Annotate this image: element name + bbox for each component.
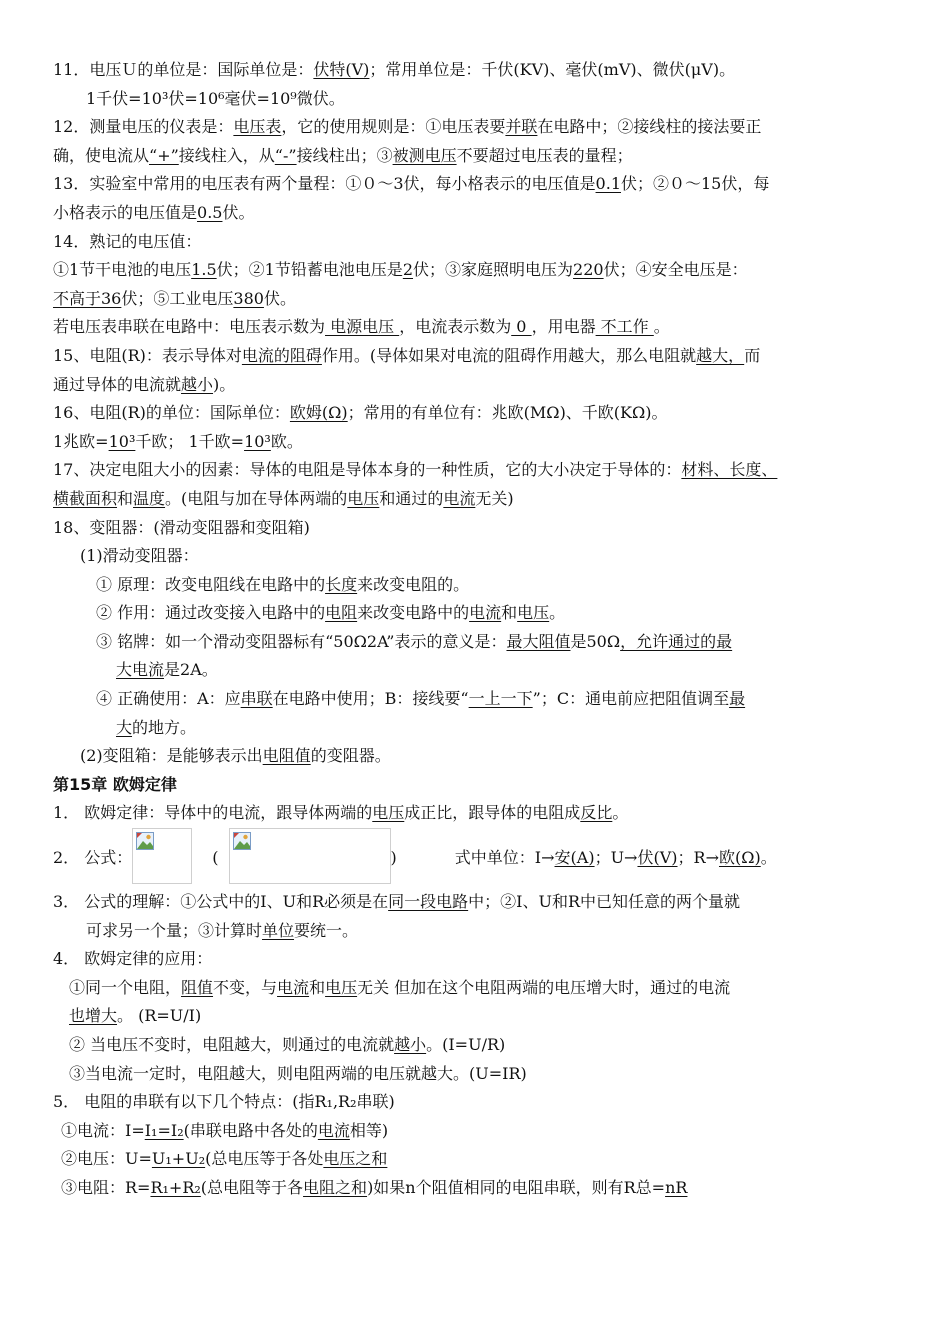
text-segment: 1． 欧姆定律：导体中的电流，跟导体两端的: [53, 803, 373, 823]
text-line: [0, 1031, 950, 1060]
unit-separator: ；R→: [677, 848, 719, 868]
text-line: [0, 1117, 950, 1146]
text-segment: 伏。: [263, 288, 296, 308]
unit-resistance: 欧(Ω): [718, 848, 761, 868]
text-segment: 和: [501, 603, 518, 623]
text-segment: (总电阻等于各: [200, 1177, 304, 1197]
underlined-answer: 0.1: [595, 174, 621, 194]
text-segment: 伏；②1节铅蓄电池电压是: [216, 260, 403, 280]
underlined-answer: R₁+R₂: [150, 1177, 201, 1197]
underlined-answer: 电阻值: [262, 746, 311, 766]
text-line: [0, 1060, 950, 1089]
text-segment: 11．电压Ｕ的单位是：国际单位是：: [53, 60, 314, 79]
underlined-answer: 也增大: [69, 1006, 118, 1026]
text-segment: 和: [309, 977, 326, 997]
text-segment: 16、电阻(R)的单位：国际单位：: [53, 403, 290, 423]
text-segment: ①电流：I=: [61, 1120, 145, 1140]
text-segment: 无关 但加在这个电阻两端的电压增大时，通过的电流: [357, 977, 731, 997]
text-line: [0, 1088, 950, 1117]
paren-open: (: [212, 848, 219, 868]
text-segment: 4． 欧姆定律的应用：: [53, 949, 213, 969]
underlined-answer: 伏特(V): [313, 60, 370, 79]
underlined-answer: 欧姆(Ω): [289, 403, 348, 423]
text-segment: 不变，与: [213, 977, 278, 997]
text-segment: ①1节干电池的电压: [53, 260, 192, 280]
text-segment: 的地方。: [132, 717, 197, 737]
text-segment: 是2A。: [164, 660, 218, 680]
text-line: [0, 828, 950, 888]
text-segment: 17、决定电阻大小的因素：导体的电阻是导体本身的一种性质，它的大小决定于导体的：: [53, 460, 682, 480]
text-segment: 。(I=U/R): [426, 1035, 506, 1054]
text-segment: ；常用的有单位有：兆欧(MΩ)、千欧(KΩ)。: [347, 403, 668, 423]
underlined-answer: 2: [402, 260, 414, 280]
text-line: [0, 599, 950, 628]
underlined-answer: 不高于36: [53, 288, 122, 308]
text-segment: 伏。: [222, 202, 255, 222]
text-line: [0, 456, 950, 485]
text-line: [0, 56, 950, 85]
text-segment: ② 当电压不变时，电阻越大，则通过的电流就: [69, 1035, 395, 1054]
text-segment: 1千伏=10³伏=10⁶毫伏=10⁹微伏。: [86, 88, 345, 108]
underlined-answer: 电流: [317, 1120, 350, 1140]
formula-image-placeholder: [132, 828, 192, 884]
chapter-heading: [0, 771, 950, 800]
text-segment: ② 作用：通过改变接入电路中的: [96, 603, 326, 623]
formula-image-placeholder: [229, 828, 391, 884]
text-segment: 伏；⑤工业电压: [121, 288, 234, 308]
underlined-answer: 电压之和: [323, 1149, 388, 1169]
text-line: [0, 399, 950, 428]
text-line: [0, 656, 950, 685]
underlined-answer: 电阻之和: [303, 1177, 368, 1197]
underlined-answer: 一上一下: [468, 689, 533, 709]
paren-close: ): [390, 848, 397, 868]
text-segment: 在电路中使用；B：接线要“: [272, 689, 469, 709]
underlined-answer: 长度: [325, 574, 358, 594]
text-line: [0, 685, 950, 714]
underlined-answer: “-”: [274, 145, 297, 165]
underlined-answer: nR: [665, 1177, 688, 1197]
text-segment: 欧。: [270, 431, 303, 451]
text-segment: 14．熟记的电压值：: [53, 231, 202, 251]
underlined-answer: 最大阻值: [506, 631, 571, 651]
text-segment: 。: [653, 317, 670, 337]
underlined-answer: 10³: [244, 431, 271, 451]
text-line: [0, 714, 950, 743]
text-segment: 来改变电路中的: [357, 603, 470, 623]
text-segment: 18、变阻器：(滑动变阻器和变阻箱): [53, 517, 310, 537]
underlined-answer: 横截面积: [53, 488, 118, 508]
text-segment: 的变阻器。: [310, 746, 391, 766]
underlined-answer: I₁=I₂: [144, 1120, 184, 1140]
text-segment: ”；C：通电前应把阻值调至: [532, 689, 730, 709]
text-segment: 伏；②０～15伏，每: [621, 174, 770, 194]
underlined-answer: 电压: [372, 803, 405, 823]
underlined-answer: 0: [511, 317, 532, 337]
underlined-answer: 温度: [133, 488, 166, 508]
text-segment: 是50Ω: [570, 631, 621, 651]
text-segment: 相等): [349, 1120, 389, 1140]
text-line: [0, 628, 950, 657]
underlined-answer: 越小: [181, 374, 214, 394]
text-segment: 来改变电阻的。: [357, 574, 470, 594]
underlined-answer: 0.5: [197, 202, 223, 222]
text-line: [0, 1174, 950, 1203]
underlined-answer: 材料、长度、: [681, 460, 778, 480]
text-segment: 不要超过电压表的量程；: [456, 145, 633, 165]
underlined-answer: 电压: [325, 977, 358, 997]
text-line: [0, 85, 950, 114]
text-segment: ，用电器: [531, 317, 596, 337]
underlined-answer: 并联: [505, 117, 538, 137]
text-segment: 中；②I、U和R中已知任意的两个量就: [468, 892, 740, 912]
underlined-answer: 不工作: [595, 317, 654, 337]
underlined-answer: 380: [233, 288, 264, 308]
underlined-answer: “+”: [149, 145, 179, 165]
text-segment: ，它的使用规则是：①电压表要: [281, 117, 506, 137]
text-segment: 1兆欧=: [53, 431, 109, 451]
text-segment: 12．测量电压的仪表是：: [53, 117, 234, 137]
text-line: [0, 371, 950, 400]
text-segment: 和: [117, 488, 134, 508]
text-segment: 伏；③家庭照明电压为: [413, 260, 574, 280]
text-segment: 在电路中；②接线柱的接法要正: [537, 117, 762, 137]
text-line: [0, 888, 950, 917]
text-segment: 确，使电流从: [53, 145, 150, 165]
text-segment: 可求另一个量；③计算时: [86, 920, 263, 940]
underlined-answer: 单位: [262, 920, 295, 940]
text-line: [0, 917, 950, 946]
unit-separator: ；U→: [594, 848, 638, 868]
underlined-answer: 电源电压: [325, 317, 400, 337]
text-segment: ②电压：U=: [61, 1149, 152, 1169]
text-segment: 。(电阻与加在导体两端的: [165, 488, 348, 508]
text-segment: 伏；④安全电压是：: [603, 260, 748, 280]
text-segment: 作用。(导体如果对电流的阻碍作用越大，那么电阻就: [321, 345, 697, 365]
underlined-answer: 阻值: [181, 977, 214, 997]
underlined-answer: 电压: [517, 603, 550, 623]
underlined-answer: 大: [116, 717, 133, 737]
text-segment: 。 (R=U/I): [117, 1006, 202, 1026]
image-placeholder-icon: [233, 832, 251, 850]
text-segment: 要统一。: [294, 920, 359, 940]
underlined-answer: 最: [729, 689, 746, 709]
underlined-answer: U₁+U₂: [151, 1149, 206, 1169]
text-segment: )如果n个阻值相同的电阻串联，则有R总=: [367, 1177, 666, 1197]
text-line: [0, 228, 950, 257]
text-line: [0, 170, 950, 199]
underlined-answer: 电流: [277, 977, 310, 997]
text-line: [0, 945, 950, 974]
text-line: [0, 974, 950, 1003]
text-line: [0, 1145, 950, 1174]
underlined-answer: 被测电压: [392, 145, 457, 165]
text-segment: 小格表示的电压值是: [53, 202, 198, 222]
underlined-answer: 串联: [240, 689, 273, 709]
underlined-answer: ，允许通过的最: [620, 631, 733, 651]
underlined-answer: 电压: [347, 488, 380, 508]
underlined-answer: 大电流: [116, 660, 165, 680]
text-line: [0, 1002, 950, 1031]
text-segment: 15、电阻(R)：表示导体对: [53, 345, 242, 365]
underlined-answer: 电流: [443, 488, 476, 508]
text-line: [0, 285, 950, 314]
sentence-end: 。: [760, 848, 777, 868]
text-line: [0, 485, 950, 514]
document-page: [0, 56, 950, 1203]
text-segment: 5． 电阻的串联有以下几个特点：(指R₁,R₂串联): [53, 1092, 395, 1112]
image-placeholder-icon: [136, 832, 154, 850]
text-line: [0, 514, 950, 543]
text-line: [0, 142, 950, 171]
text-line: [0, 571, 950, 600]
text-segment: ③电阻：R=: [61, 1177, 151, 1197]
text-line: [0, 199, 950, 228]
text-segment: 接线柱入，从: [178, 145, 275, 165]
underlined-answer: 10³: [108, 431, 136, 451]
underlined-answer: 1.5: [191, 260, 217, 280]
text-line: [0, 256, 950, 285]
text-segment: 2． 公式：: [53, 848, 133, 868]
underlined-answer: 越大，: [696, 345, 745, 365]
underlined-answer: 同一段电路: [388, 892, 469, 912]
text-segment: 3． 公式的理解：①公式中的I、U和R必须是在: [53, 892, 389, 912]
text-segment: ①同一个电阻，: [69, 977, 182, 997]
text-line: [0, 313, 950, 342]
text-line: [0, 428, 950, 457]
text-line: [0, 542, 950, 571]
text-segment: 和通过的: [379, 488, 444, 508]
text-segment: 无关): [475, 488, 514, 508]
text-segment: 。: [549, 603, 566, 623]
text-line: [0, 342, 950, 371]
text-segment: ③当电流一定时，电阻越大，则电阻两端的电压就越大。(U=IR): [69, 1063, 527, 1083]
underlined-answer: 电流的阻碍: [241, 345, 322, 365]
unit-voltage: 伏(V): [637, 848, 678, 868]
text-segment: 千欧； 1千欧=: [135, 431, 245, 451]
text-segment: (串联电路中各处的: [183, 1120, 318, 1140]
text-segment: 13．实验室中常用的电压表有两个量程：①０～3伏，每小格表示的电压值是: [53, 174, 596, 194]
text-segment: ③ 铭牌：如一个滑动变阻器标有“50Ω2A”表示的意义是：: [96, 631, 507, 651]
text-segment: 通过导体的电流就: [53, 374, 182, 394]
text-segment: 成正比，跟导体的电阻成: [404, 803, 581, 823]
underlined-answer: 220: [573, 260, 604, 280]
text-line: [0, 799, 950, 828]
text-segment: 。: [612, 803, 629, 823]
underlined-answer: 反比: [580, 803, 613, 823]
text-line: [0, 113, 950, 142]
text-segment: 接线柱出；③: [296, 145, 393, 165]
unit-current: 安(A): [554, 848, 595, 868]
text-segment: ；常用单位是：千伏(KV)、毫伏(mV)、微伏(μV)。: [369, 60, 736, 79]
underlined-answer: 电压表: [233, 117, 282, 137]
underlined-answer: 越小: [394, 1035, 427, 1054]
underlined-answer: 电阻: [325, 603, 358, 623]
text-segment: 第15章 欧姆定律: [53, 774, 177, 794]
text-segment: (总电压等于各处: [205, 1149, 324, 1169]
text-segment: )。: [213, 374, 236, 394]
text-segment: (1)滑动变阻器：: [80, 546, 199, 566]
units-label: 式中单位：I→: [454, 848, 555, 868]
text-line: [0, 742, 950, 771]
text-segment: 若电压表串联在电路中：电压表示数为: [53, 317, 326, 337]
text-segment: ，电流表示数为: [399, 317, 512, 337]
text-segment: 而: [744, 345, 761, 365]
text-segment: ① 原理：改变电阻线在电路中的: [96, 574, 326, 594]
text-segment: (2)变阻箱：是能够表示出: [80, 746, 263, 766]
underlined-answer: 电流: [469, 603, 502, 623]
text-segment: ④ 正确使用：A：应: [96, 689, 241, 709]
